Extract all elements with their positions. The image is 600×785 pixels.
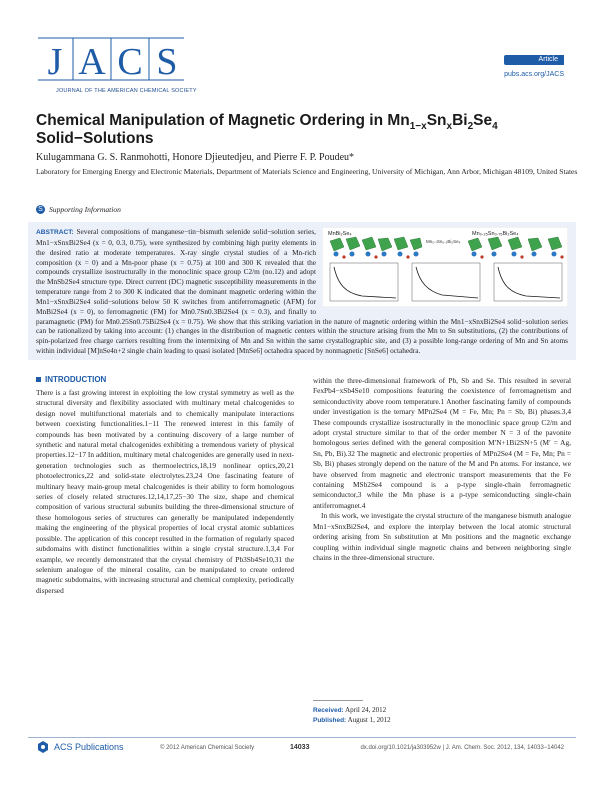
supporting-info-link[interactable] (36, 205, 121, 214)
abstract-text: Several compositions of manganese−tin−bismuth selenide solid−solution series, Mn1−xSnxBi2Se4 (x = 0, 0.3, 0.75), were synthesized by combining high purity elements in the desired ratio at moderate temperatures. X-ray single crystal studies of a Mn-rich composition (x = 0) and a Mn-poor phase (x = 0.75) at 100 and 300 K revealed that the compounds crystallize isostructurally in the monoclinic space group C2/m (no.12) and adopt the MnSb2Se4 structure type. Direct current (DC) magnetic susceptibility measurements in the temperature range from 2 to 300 K indicated that the dominant magnetic ordering within the Mn1−xSnxBi2Se4 solid−solutions below 50 K switches from antiferromagnetic (AFM) for MnBi2Se4 (x = 0), to ferromagnetic (FM) for Mn0.7Sn0.3Bi2Se4 (x = 0.3), and finally to paramagnetic (PM) for Mn0.25Sn0.75Bi2Se4 (x = 0.75). We show that this striking variation in the nature of magnetic ordering within the Mn1−xSnxBi2Se4 solid−solution series can be rationalized by taking into account: (1) changes in the distribution of magnetic centers within the structure arising from the Mn to Sn substitutions, (2) the contributions of spin-polarized free charge carriers resulting from the intermixing of Mn and Sn within the same crystallographic site, and (3) a possible long-range ordering of Mn and Sn atoms within individual [M]nSe4n+2 single chain leading to quasi isolated [MnSe6] octahedra spaced by nonmagnetic [SnSe6] octahedra. (36, 227, 568, 356)
dates-divider (313, 700, 363, 701)
abstract-label: ABSTRACT: (36, 229, 74, 236)
doi-citation-link[interactable]: dx.doi.org/10.1021/ja303952w | J. Am. Chem. Soc. 2012, 134, 14033−14042 (360, 745, 564, 751)
affiliation: Laboratory for Emerging Energy and Electronic Materials, Department of Materials Science and Engineering, University of Michigan, Ann Arbor, Michigan 48109, United States (36, 167, 578, 176)
introduction-heading-label: INTRODUCTION (45, 375, 107, 384)
toc-graphic (322, 227, 568, 307)
toc-label-left: MnBi₂Se₄ (328, 231, 352, 237)
article-type-label: Article (538, 56, 558, 63)
publisher-name: ACS Publications (54, 742, 124, 752)
intro-right-column (313, 376, 571, 563)
acs-publications-logo (36, 740, 124, 754)
page-number: 14033 (290, 744, 310, 751)
toc-label-right: Mn₀.₂₅Sn₀.₇₅Bi₂Se₄ (472, 231, 519, 237)
published-date: August 1, 2012 (347, 715, 391, 724)
article-type-badge (504, 55, 564, 65)
logo-letter-j: J (47, 41, 63, 83)
jacs-logo (36, 34, 186, 84)
published-label: Published: (313, 716, 347, 724)
received-label: Received: (313, 707, 344, 714)
logo-letter-s: S (156, 41, 178, 83)
intro-right-paragraph-2: In this work, we investigate the crystal structure of the manganese bismuth analogue Mn1−xSnxBi2Se4, and explore the interplay between the local atomic structural ordering arising from Sn substitution at Mn positions and the magnetic exchange coupling within individual single magnetic chains and between neighboring single chains in the three-dimensional structure. (313, 511, 571, 562)
logo-letter-a: A (78, 41, 106, 83)
article-title: Chemical Manipulation of Magnetic Ordering in $Mn_{1-x}Sn_xBi_2Se_4$ Solid−Solutions (36, 112, 498, 147)
received-date: April 24, 2012 (345, 706, 387, 714)
journal-url-link[interactable]: pubs.acs.org/JACS (504, 71, 564, 78)
copyright: © 2012 American Chemical Society (160, 745, 255, 751)
intro-right-paragraph-1: within the three-dimensional framework of Pb, Sb and Se. This resulted in several FexPb4−xSb4Se10 compositions featuring the coexistence of ferromagnetism and semiconductivity above room temperature.1 Another fascinating family of compounds under investigation is the ternary MPn2Se4 (M = Fe, Mn; Pn = Sb, Bi) phases.3,4 These compounds crystallize isostructurally in the monoclinic space group C2/m and adopt crystal structure similar to that of the order member N = 3 of the pavonite homologous series defined with the general composition M′N+1Bi2SN+5 (M′ = Ag, Sn, Pb, Bi).32 The magnetic and electronic properties of MPn2Se4 (M = Fe, Mn; Pn = Sb, Bi) phases strongly depend on the nature of the M and Pn atoms. For instance, we have observed from magnetic and electronic transport measurements that the Fe containing MSb2Se4 compound is a p-type single-chain ferromagnetic semiconductor,3 while the Mn phase is a p-type semiconducting single-chain antiferromagnet.4 (313, 376, 571, 510)
section-marker-icon (36, 377, 41, 382)
journal-subtitle: JOURNAL OF THE AMERICAN CHEMICAL SOCIETY (56, 88, 197, 94)
article-dates (313, 706, 391, 725)
introduction-heading (36, 375, 106, 384)
logo-letter-c: C (117, 41, 143, 83)
footer-divider (28, 737, 576, 738)
abstract (36, 227, 568, 356)
acs-hexagon-icon (36, 740, 50, 754)
intro-left-column: There is a fast growing interest in exploiting the low crystal symmetry as well as the structural diversity and flexibility associated with multinary metal chalcogenides to design novel multifunctional materials and to chemically manipulate interactions between coexisting functionalities.1−11 The renewed interest in this family of compounds has been motivated by a continuing discovery of a large number of synthetic and natural metal chalcogenides exhibiting a tremendous variety of physical properties.12−17 In addition, multinary metal chalcogenides are generally used in next-generation technologies such as thermoelectrics,18,19 nonlinear optics,20,21 photoelectronics,22 and solid-state electrolytes.23,24 One fascinating feature of multinary heavy main-group metal chalcogenides is their ability to form homologous series of closely related structures.12,14,17,25−30 The size, shape and chemical composition of various structural subunits building the three-dimensional structure of these homologous series of structures can generally be manipulated independently making the engineering of the physical properties of local crystal atomic sublattices possible. The application of this concept resulted in the formation of regularly spaced subdomains with distinct functionalities within a single crystal structure.1,3,4 For example, we recently demonstrated that the crystal chemistry of Pb3Sb4Se10,31 the selenium analogue of the mineral cosalite, can be manipulated to create ordered magnetic subdomains, with increasing structural and chemical complexity, periodically dispersed (36, 388, 294, 595)
info-circle-icon: S (36, 205, 45, 214)
author-list: Kulugammana G. S. Ranmohotti, Honore Djieutedjeu, and Pierre F. P. Poudeu* (36, 152, 355, 163)
supporting-info-label: Supporting Information (49, 205, 121, 214)
toc-label-mid: Mn₀.₇Sn₀.₃Bi₂Se₄ (426, 239, 461, 244)
